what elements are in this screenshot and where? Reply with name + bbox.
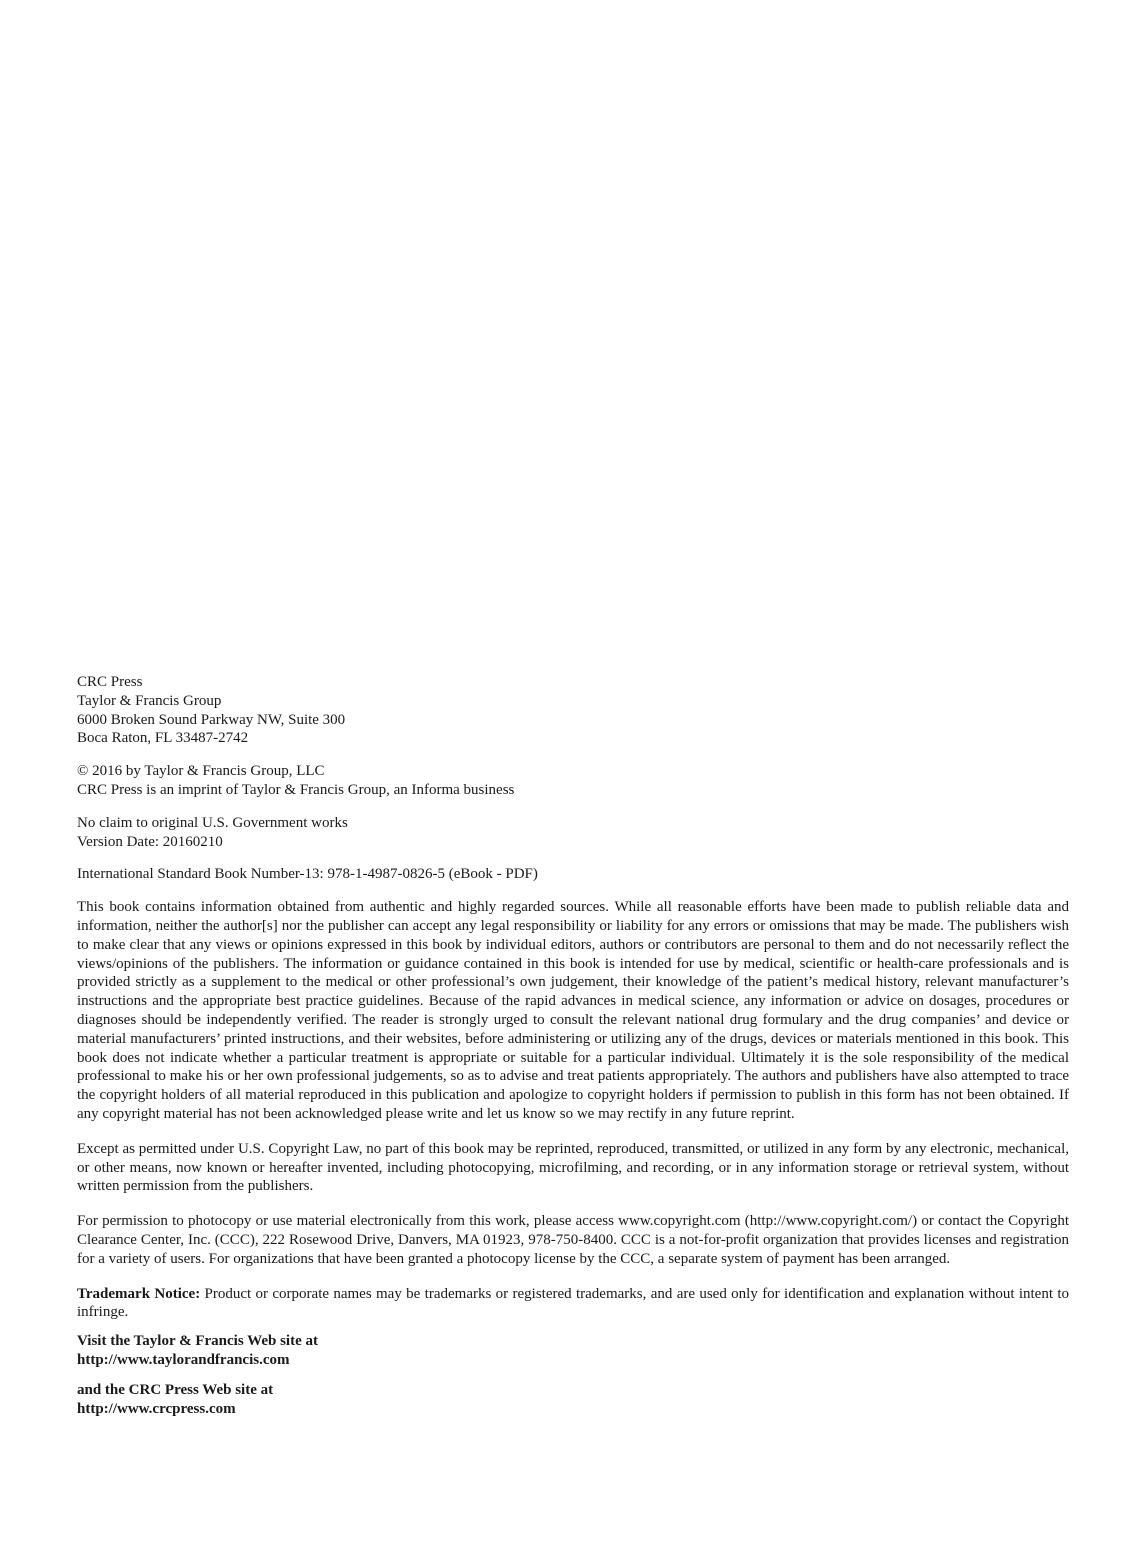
crc-press-site [77,1381,1069,1419]
crc-site-url[interactable]: http://www.crcpress.com [77,1400,236,1417]
trademark-label: Trademark Notice: [77,1285,201,1302]
copyright-page [77,673,1069,1429]
copyright-law-paragraph: Except as permitted under U.S. Copyright Law, no part of this book may be reprinted, reproduced, transmitted, or utilized in any form by any electronic, mechanical, or other means, now known or hereafter invented, including photocopying, microfilming, and recording, or in any information storage or retrieval system, without written permission from the publishers. [77,1140,1069,1195]
disclaimer-paragraph: This book contains information obtained from authentic and highly regarded sources. While all reasonable efforts have been made to publish reliable data and information, neither the author[s] nor the publisher can accept any legal responsibility or liability for any errors or omissions that may be made. The publishers wish to make clear that any views or opinions expressed in this book by individual editors, authors or contributors are personal to them and do not necessarily reflect the views/opinions of the publishers. The information or guidance contained in this book is intended for use by medical, scientific or health-care professionals and is provided strictly as a supplement to the medical or other professional’s own judgement, their knowledge of the patient’s medical history, relevant manufacturer’s instructions and the appropriate best practice guidelines. Because of the rapid advances in medical science, any information or advice on dosages, procedures or diagnoses should be independently verified. The reader is strongly urged to consult the relevant national drug formulary and the drug companies’ and device or material manufacturers’ printed instructions, and their websites, before administering or utilizing any of the drugs, devices or materials mentioned in this book. This book does not indicate whether a particular treatment is appropriate or suitable for a particular individual. Ultimately it is the sole responsibility of the medical professional to make his or her own professional judgements, so as to advise and treat patients appropriately. The authors and publishers have also attempted to trace the copyright holders of all material reproduced in this publication and apologize to copyright holders if permission to publish in this form has not been obtained. If any copyright material has not been acknowledged please write and let us know so we may rectify in any future reprint. [77,899,1069,1122]
isbn-line: International Standard Book Number-13: 978-1-4987-0826-5 (eBook - PDF) [77,866,538,883]
copyright-line: © 2016 by Taylor & Francis Group, LLC [77,763,325,780]
trademark-notice [77,1285,1069,1323]
imprint-line: CRC Press is an imprint of Taylor & Francis Group, an Informa business [77,781,515,798]
publisher-name: CRC Press [77,674,143,690]
publisher-street: 6000 Broken Sound Parkway NW, Suite 300 [77,711,346,728]
crc-site-label: and the CRC Press Web site at [77,1381,274,1398]
government-claim [77,814,1069,852]
taylor-francis-site [77,1332,1069,1370]
copyright-notice [77,762,1069,800]
publisher-group: Taylor & Francis Group [77,692,222,709]
publisher-city: Boca Raton, FL 33487-2742 [77,730,249,747]
trademark-text: Product or corporate names may be trademarks or registered trademarks, and are used only for identification and explanation without intent to infringe. [77,1285,1069,1321]
tf-site-url[interactable]: http://www.taylorandfrancis.com [77,1351,290,1368]
version-date: Version Date: 20160210 [77,833,223,850]
permission-paragraph: For permission to photocopy or use material electronically from this work, please access www.copyright.com (http://www.copyright.com/) or contact the Copyright Clearance Center, Inc. (CCC), 222 Rosewood Drive, Danvers, MA 01923, 978-750-8400. CCC is a not-for-profit organization that provides licenses and registration for a variety of users. For organizations that have been granted a photocopy license by the CCC, a separate system of payment has been arranged. [77,1213,1069,1267]
tf-site-label: Visit the Taylor & Francis Web site at [77,1333,318,1350]
claim-line: No claim to original U.S. Government works [77,814,348,831]
publisher-address [77,673,1069,748]
